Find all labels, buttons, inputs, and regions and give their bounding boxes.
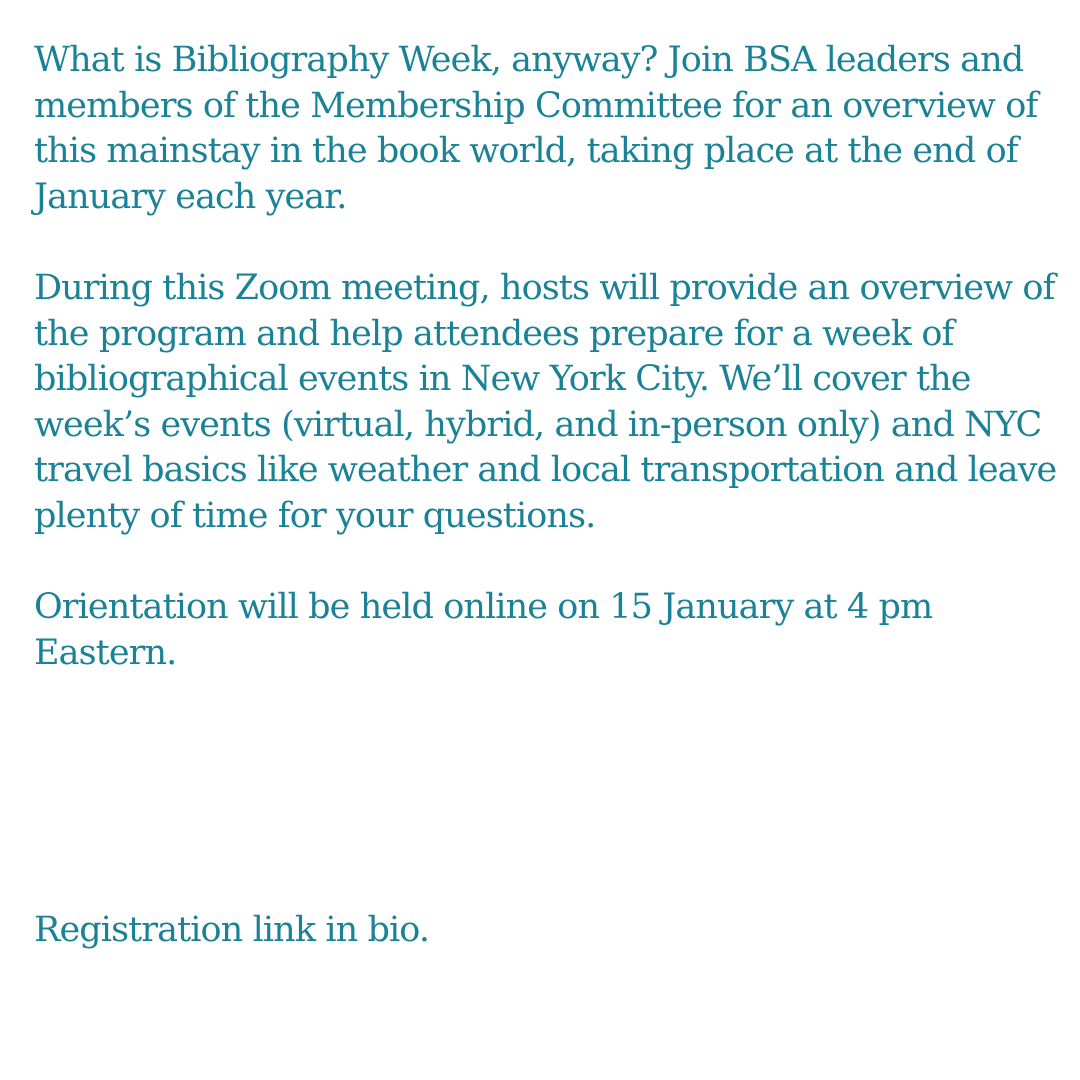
intro-paragraph: What is Bibliography Week, anyway? Join BSA leaders and members of the Membership Committee for an overview of this mainstay in the book world, taking place at the end of January each year. [34, 40, 1038, 217]
schedule-paragraph: Orientation will be held online on 15 January at 4 pm Eastern. [34, 587, 933, 673]
registration-paragraph: Registration link in bio. [34, 910, 430, 950]
details-paragraph: During this Zoom meeting, hosts will provide an overview of the program and help attendees prepare for a week of bibliographical events in New York City. We’ll cover the week’s events (virtual, hybrid, and in-person only) and NYC travel basics like weather and local transportation and leave plenty of time for your questions. [34, 268, 1057, 536]
